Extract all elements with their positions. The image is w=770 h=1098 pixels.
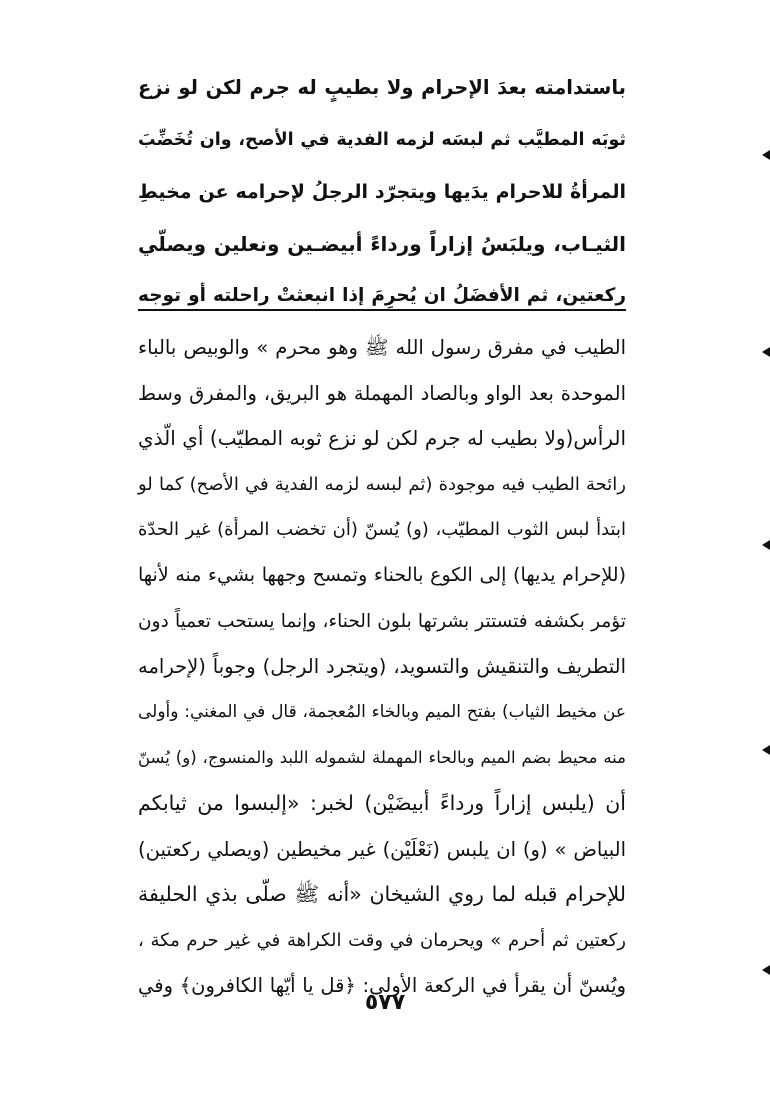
footnote-line: عن مخيط الثياب) بفتح الميم وبالخاء المُعجمة، قال في المغني: وأولى bbox=[138, 701, 626, 722]
footnote-line: التطريف والتنقيش والتسويد، (ويتجرد الرجل) وجوباً (لإحرامه bbox=[138, 655, 626, 679]
footnote-line: للإحرام قبله لما روي الشيخان «أنه ﷺ صلّى بذي الحليفة bbox=[138, 882, 626, 907]
main-text bbox=[138, 62, 626, 322]
footnote-line: (للإحرام يديها) إلى الكوع بالحناء وتمسح وجهها بشيء منه لأنها bbox=[138, 563, 626, 586]
page-number: ٥٧٧ bbox=[364, 990, 406, 1015]
edge-mark bbox=[762, 745, 770, 755]
main-text-line: ركعتين، ثم الأفضَلُ ان يُحرِمَ إذا انبعثتْ راحلته أو توجه bbox=[138, 285, 626, 306]
edge-mark bbox=[762, 540, 770, 550]
main-text-line: باستدامته بعدَ الإحرام ولا بطيبٍ له جرم لكن لو نزع bbox=[138, 76, 626, 99]
footnote-line: منه محيط بضم الميم وبالحاء المهملة لشموله اللبد والمنسوج، (و) يُسنّ bbox=[138, 748, 626, 768]
edge-mark bbox=[762, 347, 770, 357]
edge-mark bbox=[762, 150, 770, 160]
footnote-separator bbox=[138, 309, 626, 311]
footnote-line: الموحدة بعد الواو وبالصاد المهملة هو البريق، والمفرق وسط bbox=[138, 381, 626, 405]
footnote-line: ابتدأ لبس الثوب المطيّب، (و) يُسنّ (أن تخضب المرأة) غير الحدّة bbox=[138, 519, 626, 541]
footnote-line: ويُسنّ أن يقرأ في الركعة الأولى: ﴿قل يا أيّها الكافرون﴾ وفي bbox=[138, 974, 626, 998]
footnote-text bbox=[138, 325, 626, 1009]
main-text-line: المرأةُ للاحرام يدَيها ويتجرّد الرجلُ لإحرامه عن مخيطِ bbox=[138, 181, 626, 203]
footnote-line: أن (يلبس إزاراً ورداءً أبيضَيْن) لخبر: «إلبسوا من ثيابكم bbox=[138, 790, 626, 815]
footnote-line: الرأس(ولا بطيب له جرم لكن لو نزع ثوبه المطيّب) أي الّذي bbox=[138, 426, 626, 451]
footnote-line: الطيب في مفرق رسول الله ﷺ وهو محرم » والوبيص بالباء bbox=[138, 336, 626, 359]
main-text-line: الثيـاب، ويلبَسُ إزاراً ورداءً أبيضـين ونعلين ويصلّي bbox=[138, 232, 626, 256]
main-text-line: ثوبَه المطيَّب ثم لبسَه لزمه الفدية في الأصح، وان تُخَضِّبَ bbox=[138, 130, 626, 150]
footnote-line: رائحة الطيب فيه موجودة (ثم لبسه لزمه الفدية في الأصح) كما لو bbox=[138, 473, 626, 495]
edge-mark bbox=[762, 965, 770, 975]
footnote-line: ركعتين ثم أحرم » ويحرمان في وقت الكراهة في غير حرم مكة ، bbox=[138, 929, 626, 951]
footnote-line: تؤمر بكشفه فتستتر بشرتها بلون الحناء، وإنما يستحب تعمياً دون bbox=[138, 610, 626, 632]
footnote-line: البياض » (و) ان يلبس (نَعْلَيْن) غير مخيطين (ويصلي ركعتين) bbox=[138, 837, 626, 861]
